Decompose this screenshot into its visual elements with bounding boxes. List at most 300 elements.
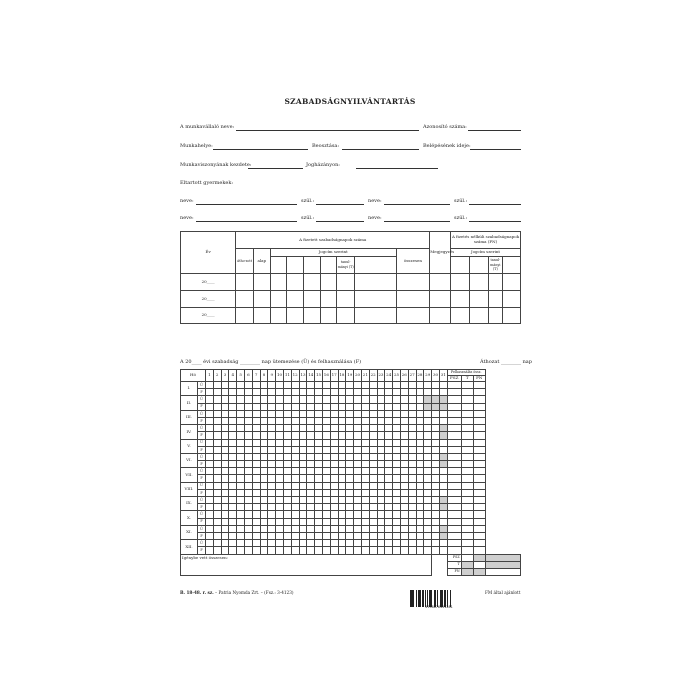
day-cell[interactable] xyxy=(408,468,416,475)
usage-cell[interactable] xyxy=(447,453,461,460)
day-cell[interactable] xyxy=(361,482,369,489)
employment-start-line[interactable] xyxy=(248,168,303,169)
day-cell[interactable] xyxy=(361,425,369,432)
day-cell[interactable] xyxy=(229,446,237,453)
usage-cell[interactable] xyxy=(447,417,461,424)
day-cell[interactable] xyxy=(268,382,276,389)
day-cell[interactable] xyxy=(229,382,237,389)
day-cell[interactable] xyxy=(260,425,268,432)
day-cell[interactable] xyxy=(330,461,338,468)
day-cell[interactable] xyxy=(283,489,291,496)
day-cell[interactable] xyxy=(330,453,338,460)
day-cell[interactable] xyxy=(416,396,424,403)
day-cell[interactable] xyxy=(432,461,440,468)
day-cell[interactable] xyxy=(252,482,260,489)
day-cell[interactable] xyxy=(416,511,424,518)
day-cell[interactable] xyxy=(229,518,237,525)
day-cell[interactable] xyxy=(206,540,214,547)
day-cell[interactable] xyxy=(244,403,252,410)
day-cell[interactable] xyxy=(408,482,416,489)
day-cell[interactable] xyxy=(221,425,229,432)
day-cell[interactable] xyxy=(424,511,432,518)
day-cell[interactable] xyxy=(213,410,221,417)
usage-cell[interactable] xyxy=(461,511,473,518)
day-cell[interactable] xyxy=(252,497,260,504)
day-cell[interactable] xyxy=(377,446,385,453)
day-cell[interactable] xyxy=(307,410,315,417)
day-cell[interactable] xyxy=(432,439,440,446)
day-cell[interactable] xyxy=(260,396,268,403)
day-cell[interactable] xyxy=(369,389,377,396)
day-cell[interactable] xyxy=(322,425,330,432)
day-cell[interactable] xyxy=(252,382,260,389)
day-cell[interactable] xyxy=(322,475,330,482)
day-cell[interactable] xyxy=(307,475,315,482)
day-cell[interactable] xyxy=(330,396,338,403)
day-cell[interactable] xyxy=(237,382,245,389)
day-cell[interactable] xyxy=(408,461,416,468)
day-cell[interactable] xyxy=(322,468,330,475)
day-cell[interactable] xyxy=(330,540,338,547)
day-cell[interactable] xyxy=(408,540,416,547)
usage-cell[interactable] xyxy=(447,482,461,489)
day-cell[interactable] xyxy=(439,439,447,446)
day-cell[interactable] xyxy=(432,482,440,489)
day-cell[interactable] xyxy=(346,403,354,410)
day-cell[interactable] xyxy=(439,425,447,432)
day-cell[interactable] xyxy=(408,439,416,446)
day-cell[interactable] xyxy=(338,410,346,417)
day-cell[interactable] xyxy=(377,475,385,482)
day-cell[interactable] xyxy=(322,403,330,410)
day-cell[interactable] xyxy=(322,540,330,547)
day-cell[interactable] xyxy=(252,446,260,453)
usage-cell[interactable] xyxy=(447,511,461,518)
day-cell[interactable] xyxy=(276,518,284,525)
day-cell[interactable] xyxy=(213,475,221,482)
day-cell[interactable] xyxy=(206,461,214,468)
day-cell[interactable] xyxy=(252,547,260,554)
day-cell[interactable] xyxy=(299,468,307,475)
day-cell[interactable] xyxy=(291,439,299,446)
usage-cell[interactable] xyxy=(447,540,461,547)
day-cell[interactable] xyxy=(229,482,237,489)
day-cell[interactable] xyxy=(299,482,307,489)
day-cell[interactable] xyxy=(276,511,284,518)
day-cell[interactable] xyxy=(377,410,385,417)
day-cell[interactable] xyxy=(369,482,377,489)
day-cell[interactable] xyxy=(276,540,284,547)
day-cell[interactable] xyxy=(424,461,432,468)
day-cell[interactable] xyxy=(439,432,447,439)
day-cell[interactable] xyxy=(322,518,330,525)
total-cell[interactable] xyxy=(461,568,473,575)
day-cell[interactable] xyxy=(400,432,408,439)
day-cell[interactable] xyxy=(361,468,369,475)
day-cell[interactable] xyxy=(307,403,315,410)
day-cell[interactable] xyxy=(377,382,385,389)
day-cell[interactable] xyxy=(330,439,338,446)
usage-cell[interactable] xyxy=(447,504,461,511)
day-cell[interactable] xyxy=(276,425,284,432)
day-cell[interactable] xyxy=(354,389,362,396)
day-cell[interactable] xyxy=(408,532,416,539)
day-cell[interactable] xyxy=(432,417,440,424)
day-cell[interactable] xyxy=(377,497,385,504)
day-cell[interactable] xyxy=(283,425,291,432)
day-cell[interactable] xyxy=(221,382,229,389)
day-cell[interactable] xyxy=(206,518,214,525)
day-cell[interactable] xyxy=(283,439,291,446)
day-cell[interactable] xyxy=(283,446,291,453)
day-cell[interactable] xyxy=(400,532,408,539)
day-cell[interactable] xyxy=(229,432,237,439)
day-cell[interactable] xyxy=(315,518,323,525)
day-cell[interactable] xyxy=(291,532,299,539)
day-cell[interactable] xyxy=(291,461,299,468)
day-cell[interactable] xyxy=(361,532,369,539)
day-cell[interactable] xyxy=(416,439,424,446)
day-cell[interactable] xyxy=(361,475,369,482)
day-cell[interactable] xyxy=(291,417,299,424)
day-cell[interactable] xyxy=(377,432,385,439)
day-cell[interactable] xyxy=(361,410,369,417)
day-cell[interactable] xyxy=(307,453,315,460)
day-cell[interactable] xyxy=(369,468,377,475)
day-cell[interactable] xyxy=(276,396,284,403)
day-cell[interactable] xyxy=(252,504,260,511)
day-cell[interactable] xyxy=(408,396,416,403)
day-cell[interactable] xyxy=(354,417,362,424)
day-cell[interactable] xyxy=(322,439,330,446)
day-cell[interactable] xyxy=(338,425,346,432)
day-cell[interactable] xyxy=(268,432,276,439)
day-cell[interactable] xyxy=(377,461,385,468)
day-cell[interactable] xyxy=(338,475,346,482)
day-cell[interactable] xyxy=(252,518,260,525)
day-cell[interactable] xyxy=(229,540,237,547)
day-cell[interactable] xyxy=(400,425,408,432)
day-cell[interactable] xyxy=(291,518,299,525)
day-cell[interactable] xyxy=(416,403,424,410)
day-cell[interactable] xyxy=(424,475,432,482)
day-cell[interactable] xyxy=(408,504,416,511)
day-cell[interactable] xyxy=(229,410,237,417)
day-cell[interactable] xyxy=(432,532,440,539)
day-cell[interactable] xyxy=(432,468,440,475)
day-cell[interactable] xyxy=(307,468,315,475)
day-cell[interactable] xyxy=(322,504,330,511)
day-cell[interactable] xyxy=(393,497,401,504)
usage-cell[interactable] xyxy=(473,453,485,460)
day-cell[interactable] xyxy=(237,389,245,396)
day-cell[interactable] xyxy=(322,511,330,518)
day-cell[interactable] xyxy=(377,396,385,403)
day-cell[interactable] xyxy=(369,540,377,547)
day-cell[interactable] xyxy=(213,540,221,547)
day-cell[interactable] xyxy=(439,540,447,547)
day-cell[interactable] xyxy=(307,425,315,432)
day-cell[interactable] xyxy=(330,489,338,496)
day-cell[interactable] xyxy=(322,389,330,396)
day-cell[interactable] xyxy=(400,461,408,468)
day-cell[interactable] xyxy=(276,417,284,424)
day-cell[interactable] xyxy=(377,417,385,424)
day-cell[interactable] xyxy=(432,540,440,547)
day-cell[interactable] xyxy=(291,497,299,504)
day-cell[interactable] xyxy=(268,461,276,468)
usage-cell[interactable] xyxy=(461,410,473,417)
day-cell[interactable] xyxy=(229,389,237,396)
usage-cell[interactable] xyxy=(447,489,461,496)
day-cell[interactable] xyxy=(315,504,323,511)
day-cell[interactable] xyxy=(268,532,276,539)
day-cell[interactable] xyxy=(322,446,330,453)
day-cell[interactable] xyxy=(432,446,440,453)
day-cell[interactable] xyxy=(330,518,338,525)
day-cell[interactable] xyxy=(283,497,291,504)
day-cell[interactable] xyxy=(361,525,369,532)
day-cell[interactable] xyxy=(385,547,393,554)
usage-cell[interactable] xyxy=(447,518,461,525)
day-cell[interactable] xyxy=(260,540,268,547)
day-cell[interactable] xyxy=(346,525,354,532)
day-cell[interactable] xyxy=(369,518,377,525)
day-cell[interactable] xyxy=(408,497,416,504)
day-cell[interactable] xyxy=(369,532,377,539)
day-cell[interactable] xyxy=(393,439,401,446)
day-cell[interactable] xyxy=(400,475,408,482)
day-cell[interactable] xyxy=(385,446,393,453)
day-cell[interactable] xyxy=(424,518,432,525)
usage-cell[interactable] xyxy=(461,482,473,489)
child-name-line[interactable] xyxy=(384,204,450,205)
day-cell[interactable] xyxy=(439,468,447,475)
day-cell[interactable] xyxy=(229,504,237,511)
day-cell[interactable] xyxy=(439,453,447,460)
day-cell[interactable] xyxy=(439,525,447,532)
day-cell[interactable] xyxy=(338,396,346,403)
day-cell[interactable] xyxy=(315,461,323,468)
day-cell[interactable] xyxy=(354,475,362,482)
day-cell[interactable] xyxy=(213,396,221,403)
day-cell[interactable] xyxy=(439,461,447,468)
id-number-line[interactable] xyxy=(468,130,521,131)
usage-cell[interactable] xyxy=(461,547,473,554)
day-cell[interactable] xyxy=(315,417,323,424)
day-cell[interactable] xyxy=(206,475,214,482)
day-cell[interactable] xyxy=(369,525,377,532)
day-cell[interactable] xyxy=(252,540,260,547)
day-cell[interactable] xyxy=(385,461,393,468)
day-cell[interactable] xyxy=(439,547,447,554)
day-cell[interactable] xyxy=(299,417,307,424)
day-cell[interactable] xyxy=(299,525,307,532)
day-cell[interactable] xyxy=(361,504,369,511)
day-cell[interactable] xyxy=(268,446,276,453)
day-cell[interactable] xyxy=(408,382,416,389)
day-cell[interactable] xyxy=(283,410,291,417)
day-cell[interactable] xyxy=(393,382,401,389)
usage-cell[interactable] xyxy=(473,446,485,453)
day-cell[interactable] xyxy=(244,439,252,446)
day-cell[interactable] xyxy=(400,518,408,525)
day-cell[interactable] xyxy=(385,511,393,518)
day-cell[interactable] xyxy=(330,389,338,396)
day-cell[interactable] xyxy=(369,417,377,424)
day-cell[interactable] xyxy=(283,432,291,439)
day-cell[interactable] xyxy=(299,497,307,504)
day-cell[interactable] xyxy=(268,417,276,424)
day-cell[interactable] xyxy=(213,497,221,504)
day-cell[interactable] xyxy=(237,425,245,432)
day-cell[interactable] xyxy=(416,547,424,554)
day-cell[interactable] xyxy=(385,540,393,547)
usage-cell[interactable] xyxy=(473,417,485,424)
day-cell[interactable] xyxy=(400,511,408,518)
usage-cell[interactable] xyxy=(447,425,461,432)
day-cell[interactable] xyxy=(268,518,276,525)
day-cell[interactable] xyxy=(252,417,260,424)
day-cell[interactable] xyxy=(338,432,346,439)
day-cell[interactable] xyxy=(424,540,432,547)
day-cell[interactable] xyxy=(432,518,440,525)
day-cell[interactable] xyxy=(229,396,237,403)
day-cell[interactable] xyxy=(213,482,221,489)
day-cell[interactable] xyxy=(439,482,447,489)
usage-cell[interactable] xyxy=(473,425,485,432)
day-cell[interactable] xyxy=(377,518,385,525)
day-cell[interactable] xyxy=(291,475,299,482)
day-cell[interactable] xyxy=(252,468,260,475)
day-cell[interactable] xyxy=(221,403,229,410)
day-cell[interactable] xyxy=(268,547,276,554)
day-cell[interactable] xyxy=(283,453,291,460)
day-cell[interactable] xyxy=(393,525,401,532)
day-cell[interactable] xyxy=(221,504,229,511)
day-cell[interactable] xyxy=(260,489,268,496)
day-cell[interactable] xyxy=(268,497,276,504)
day-cell[interactable] xyxy=(354,540,362,547)
usage-cell[interactable] xyxy=(473,432,485,439)
day-cell[interactable] xyxy=(385,518,393,525)
day-cell[interactable] xyxy=(291,489,299,496)
day-cell[interactable] xyxy=(213,468,221,475)
day-cell[interactable] xyxy=(424,482,432,489)
day-cell[interactable] xyxy=(244,468,252,475)
day-cell[interactable] xyxy=(206,497,214,504)
day-cell[interactable] xyxy=(416,482,424,489)
day-cell[interactable] xyxy=(354,446,362,453)
usage-cell[interactable] xyxy=(473,518,485,525)
day-cell[interactable] xyxy=(338,540,346,547)
day-cell[interactable] xyxy=(330,403,338,410)
day-cell[interactable] xyxy=(424,425,432,432)
child-born-line[interactable] xyxy=(469,204,521,205)
day-cell[interactable] xyxy=(268,489,276,496)
day-cell[interactable] xyxy=(416,525,424,532)
day-cell[interactable] xyxy=(237,403,245,410)
day-cell[interactable] xyxy=(206,382,214,389)
day-cell[interactable] xyxy=(393,540,401,547)
day-cell[interactable] xyxy=(244,518,252,525)
day-cell[interactable] xyxy=(322,453,330,460)
day-cell[interactable] xyxy=(244,382,252,389)
day-cell[interactable] xyxy=(338,461,346,468)
day-cell[interactable] xyxy=(268,511,276,518)
day-cell[interactable] xyxy=(206,453,214,460)
day-cell[interactable] xyxy=(315,439,323,446)
day-cell[interactable] xyxy=(299,540,307,547)
day-cell[interactable] xyxy=(237,504,245,511)
day-cell[interactable] xyxy=(252,461,260,468)
usage-cell[interactable] xyxy=(473,382,485,389)
day-cell[interactable] xyxy=(244,482,252,489)
day-cell[interactable] xyxy=(260,439,268,446)
day-cell[interactable] xyxy=(291,396,299,403)
day-cell[interactable] xyxy=(252,532,260,539)
day-cell[interactable] xyxy=(260,525,268,532)
day-cell[interactable] xyxy=(408,389,416,396)
day-cell[interactable] xyxy=(400,482,408,489)
day-cell[interactable] xyxy=(322,497,330,504)
day-cell[interactable] xyxy=(244,425,252,432)
day-cell[interactable] xyxy=(252,453,260,460)
day-cell[interactable] xyxy=(346,497,354,504)
day-cell[interactable] xyxy=(252,511,260,518)
day-cell[interactable] xyxy=(299,396,307,403)
day-cell[interactable] xyxy=(346,417,354,424)
day-cell[interactable] xyxy=(338,489,346,496)
day-cell[interactable] xyxy=(369,382,377,389)
day-cell[interactable] xyxy=(408,425,416,432)
day-cell[interactable] xyxy=(276,525,284,532)
day-cell[interactable] xyxy=(221,540,229,547)
day-cell[interactable] xyxy=(393,403,401,410)
total-cell[interactable] xyxy=(473,561,485,568)
day-cell[interactable] xyxy=(237,453,245,460)
day-cell[interactable] xyxy=(393,475,401,482)
day-cell[interactable] xyxy=(307,547,315,554)
day-cell[interactable] xyxy=(424,489,432,496)
day-cell[interactable] xyxy=(268,525,276,532)
day-cell[interactable] xyxy=(354,432,362,439)
day-cell[interactable] xyxy=(346,396,354,403)
day-cell[interactable] xyxy=(424,389,432,396)
day-cell[interactable] xyxy=(393,432,401,439)
day-cell[interactable] xyxy=(432,403,440,410)
day-cell[interactable] xyxy=(237,518,245,525)
day-cell[interactable] xyxy=(268,475,276,482)
day-cell[interactable] xyxy=(229,532,237,539)
usage-cell[interactable] xyxy=(461,439,473,446)
day-cell[interactable] xyxy=(299,432,307,439)
day-cell[interactable] xyxy=(330,432,338,439)
day-cell[interactable] xyxy=(244,453,252,460)
day-cell[interactable] xyxy=(307,417,315,424)
day-cell[interactable] xyxy=(229,417,237,424)
day-cell[interactable] xyxy=(361,497,369,504)
day-cell[interactable] xyxy=(346,518,354,525)
day-cell[interactable] xyxy=(283,461,291,468)
day-cell[interactable] xyxy=(315,482,323,489)
usage-cell[interactable] xyxy=(461,432,473,439)
day-cell[interactable] xyxy=(439,475,447,482)
day-cell[interactable] xyxy=(244,532,252,539)
day-cell[interactable] xyxy=(408,518,416,525)
day-cell[interactable] xyxy=(416,425,424,432)
day-cell[interactable] xyxy=(377,453,385,460)
